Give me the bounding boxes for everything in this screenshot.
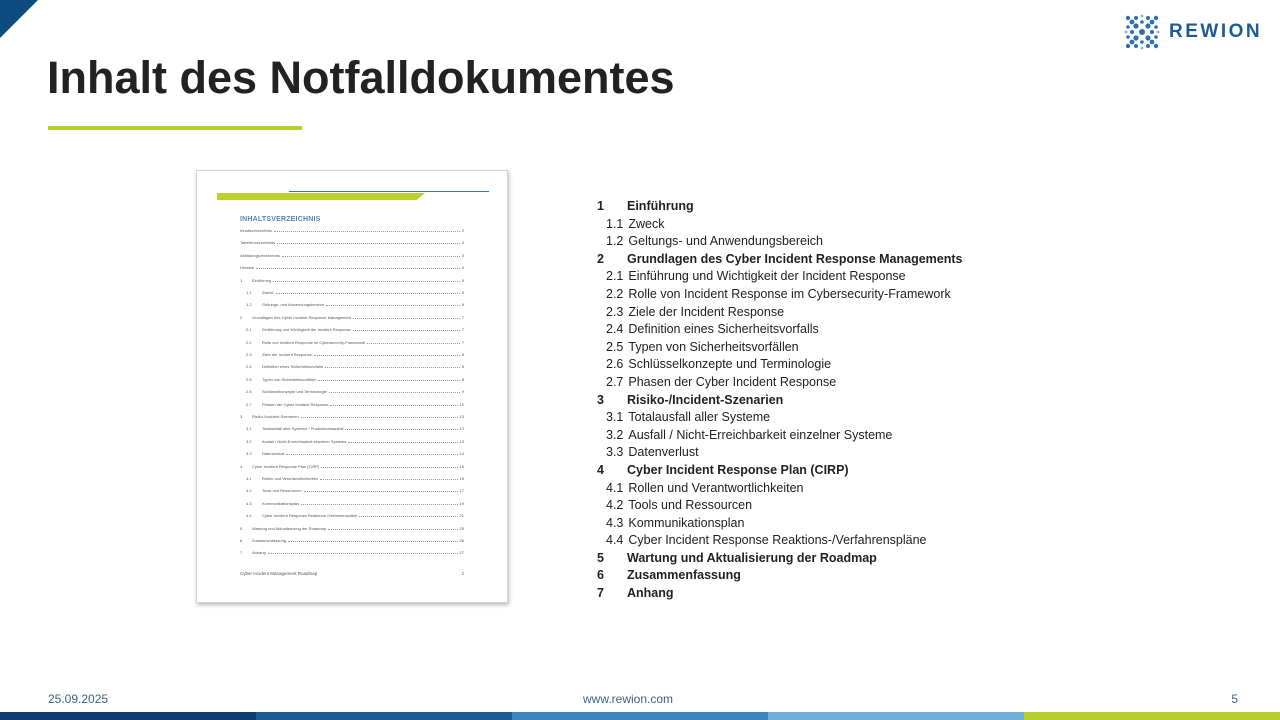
toc-number: 2.6 [606, 357, 624, 372]
doc-header-line [289, 191, 489, 192]
doc-toc-entry-number: 3.3 [246, 451, 252, 457]
toc-text: Zusammenfassung [627, 568, 741, 583]
toc-section [597, 374, 963, 392]
doc-toc-leader [276, 293, 460, 294]
doc-toc-entry [240, 525, 464, 531]
toc-text: Rolle von Incident Response im Cybersecurity-Framework [628, 286, 951, 301]
doc-footer [240, 571, 464, 576]
doc-toc-entry-page: 8 [461, 376, 464, 382]
toc-text: Tools und Ressourcen [628, 498, 753, 513]
toc-text: Wartung und Aktualisierung der Roadmap [627, 550, 877, 565]
doc-toc-entry [240, 401, 464, 407]
doc-toc-entry-title: Zweck [262, 290, 274, 295]
bottom-color-bar [0, 712, 1280, 720]
toc-number: 3 [597, 392, 604, 407]
toc-chapter [597, 392, 963, 410]
doc-toc-entry-page: 6 [461, 302, 464, 308]
doc-toc-entry-page: 21 [459, 513, 464, 519]
doc-toc-entry [240, 438, 464, 444]
doc-toc-leader [286, 454, 457, 455]
doc-footer-title: Cyber Incident Management Roadmap [240, 571, 318, 576]
doc-toc-entry-page: 13 [459, 414, 464, 419]
document-thumbnail [196, 170, 508, 603]
doc-toc-entry-number: 3.1 [246, 426, 252, 432]
doc-toc-leader [348, 442, 457, 443]
footer-url[interactable]: www.rewion.com [582, 692, 674, 706]
toc-section [597, 216, 963, 234]
doc-footer-page: 2 [461, 571, 464, 576]
doc-toc-entry-page: 26 [459, 538, 464, 543]
toc-section [597, 409, 963, 427]
doc-toc-leader [320, 479, 458, 480]
doc-toc-entry-page: 8 [461, 352, 464, 357]
toc-section [597, 286, 963, 304]
toc-text: Schlüsselkonzepte und Terminologie [628, 357, 832, 372]
doc-toc-leader [328, 529, 457, 530]
toc-number: 5 [597, 550, 604, 565]
doc-toc-entry-number: 1 [240, 277, 243, 283]
doc-toc-entry-page: 13 [459, 438, 464, 444]
doc-toc-entry-number: 4 [240, 463, 243, 469]
doc-toc-entry-number: 2.3 [246, 352, 252, 357]
doc-toc-entry-page: 3 [461, 240, 464, 246]
toc-section [597, 233, 963, 251]
doc-toc-entry-number: 2 [240, 314, 243, 320]
toc-number: 1.1 [606, 216, 624, 231]
doc-header-bar [217, 193, 425, 200]
doc-toc-entry-page: 15 [459, 463, 464, 469]
doc-toc-entry-title: Kommunikationsplan [262, 500, 300, 506]
toc-number: 4.3 [606, 515, 624, 530]
doc-toc-entry-number: 5 [240, 525, 243, 531]
doc-toc-leader [353, 318, 460, 319]
doc-toc-entry-title: Einführung [252, 277, 272, 283]
doc-toc-entry-title: Definition eines Sicherheitsvorfalls [262, 364, 323, 370]
toc-section [597, 444, 963, 462]
toc-section [597, 480, 963, 498]
doc-toc-entry-title: Geltungs- und Anwendungsbereich [262, 302, 325, 308]
doc-toc-entry [240, 413, 464, 419]
toc-text: Risiko-/Incident-Szenarien [627, 392, 784, 407]
doc-toc-leader [367, 343, 460, 344]
toc-section [597, 339, 963, 357]
doc-toc-leader [314, 355, 460, 356]
doc-toc-entry-number: 6 [240, 538, 243, 543]
toc-text: Kommunikationsplan [628, 515, 745, 530]
doc-toc-entry-number: 7 [240, 550, 243, 556]
doc-toc-entry-number: 2.2 [246, 339, 252, 345]
toc-text: Einführung und Wichtigkeit der Incident Response [628, 269, 906, 284]
doc-toc-entry-title: Ziele der Incident Response [262, 352, 312, 357]
doc-toc-leader [318, 380, 459, 381]
doc-toc-entry [240, 549, 464, 555]
doc-toc-entry-title: Zusammenfassung [252, 538, 287, 543]
doc-toc-entry-page: 14 [459, 451, 464, 457]
doc-toc-leader [359, 516, 457, 517]
doc-toc-leader [256, 268, 460, 269]
corner-accent [0, 0, 38, 38]
doc-toc-leader [326, 305, 460, 306]
doc-toc-entry-number: 2.4 [246, 364, 252, 370]
toc-text: Typen von Sicherheitsvorfällen [628, 339, 799, 354]
toc-number: 1.2 [606, 234, 624, 249]
doc-toc-entry [240, 339, 464, 345]
doc-toc-entry-page: 13 [459, 426, 464, 432]
doc-toc-entry-page: 3 [461, 252, 464, 258]
doc-toc-entry-title: Ausfall / Nicht-Erreichbarkeit einzelner Systeme [262, 438, 347, 444]
doc-toc-entry [240, 388, 464, 394]
toc-number: 4.1 [606, 480, 624, 495]
toc-text: Ausfall / Nicht-Erreichbarkeit einzelner Systeme [628, 427, 893, 442]
toc-chapter [597, 462, 963, 480]
doc-toc-leader [301, 504, 457, 505]
doc-toc-entry-title: Rollen und Verantwortlichkeiten [262, 476, 319, 481]
toc-number: 6 [597, 568, 604, 583]
doc-toc-entry-title: Datenverlust [262, 451, 285, 457]
title-underline [48, 126, 302, 130]
toc-number: 3.1 [606, 410, 624, 425]
doc-toc-entry-title: Tabellenverzeichnis [240, 240, 275, 246]
doc-toc-entry-page: 7 [461, 339, 464, 345]
doc-toc-entry-page: 19 [459, 500, 464, 506]
doc-toc-entry-number: 2.5 [246, 376, 252, 382]
doc-toc-entry-title: Einführung und Wichtigkeit der Incident Response [262, 327, 351, 333]
doc-toc-entry-title: Cyber Incident Response Plan (CIRP) [252, 463, 320, 469]
doc-toc-entry [240, 289, 464, 295]
toc-number: 2.1 [606, 269, 624, 284]
doc-toc-entry-page: 25 [459, 525, 464, 531]
doc-toc-entry-number: 4.2 [246, 488, 252, 494]
toc-number: 2.4 [606, 322, 624, 337]
footer-page-number: 5 [1231, 692, 1238, 706]
doc-toc-entry-page: 17 [459, 488, 464, 494]
doc-toc-entry-page: 15 [459, 476, 464, 481]
doc-toc-entry-title: Hinweis [240, 265, 255, 271]
doc-toc-entry-title: Phasen der Cyber Incident Response [262, 401, 329, 407]
toc-number: 1 [597, 199, 604, 213]
toc-text: Phasen der Cyber Incident Response [628, 374, 837, 389]
doc-toc-entry-page: 2 [461, 228, 464, 233]
logo-text: REWION [1169, 21, 1263, 42]
toc-text: Ziele der Incident Response [628, 304, 785, 319]
toc-text: Anhang [627, 586, 674, 601]
bottom-bar-segment [256, 712, 512, 720]
doc-toc-entry-title: Inhaltsverzeichnis [240, 228, 272, 233]
doc-toc-entry [240, 450, 464, 456]
doc-toc-entry [240, 264, 464, 270]
doc-toc-entry-page: 8 [461, 364, 464, 370]
brand-logo [1124, 14, 1262, 50]
doc-toc-entry [240, 500, 464, 506]
doc-toc-entry [240, 314, 464, 320]
toc-number: 4.2 [606, 498, 624, 513]
doc-toc-entry-title: Typen von Sicherheitsvorfällen [262, 376, 317, 382]
toc-number: 2.3 [606, 304, 624, 319]
toc-number: 4.4 [606, 533, 624, 548]
toc-text: Geltungs- und Anwendungsbereich [628, 234, 823, 249]
toc-number: 2.2 [606, 286, 624, 301]
doc-toc-entry-number: 1.1 [246, 290, 252, 295]
toc-chapter [597, 585, 963, 603]
doc-toc-entry [240, 363, 464, 369]
toc-number: 2.7 [606, 374, 624, 389]
doc-toc-heading: INHALTSVERZEICHNIS [240, 216, 321, 223]
doc-toc-entry [240, 487, 464, 493]
doc-toc-entry-page: 27 [459, 550, 464, 556]
doc-toc-entry-title: Cyber Incident Response Reaktions-/Verfahrenspläne [262, 513, 358, 519]
toc-outline [597, 198, 963, 603]
toc-section [597, 304, 963, 322]
doc-toc-entry [240, 252, 464, 258]
toc-number: 2.5 [606, 339, 624, 354]
toc-text: Cyber Incident Response Reaktions-/Verfahrenspläne [628, 533, 927, 548]
doc-toc-leader [277, 243, 460, 244]
toc-section [597, 427, 963, 445]
toc-chapter [597, 251, 963, 269]
footer-date: 25.09.2025 [48, 692, 109, 706]
doc-toc-entry [240, 512, 464, 518]
toc-number: 3.2 [606, 427, 624, 442]
toc-chapter [597, 567, 963, 585]
doc-toc-entry-number: 3.2 [246, 438, 252, 444]
doc-toc-entry-number: 2.7 [246, 401, 252, 407]
bottom-bar-segment [512, 712, 768, 720]
doc-toc-entry [240, 227, 464, 233]
toc-text: Einführung [627, 199, 694, 213]
doc-toc-leader [282, 256, 460, 257]
doc-toc-leader [274, 231, 460, 232]
doc-toc-entry-title: Totalausfall aller Systeme / Produktionsausfall [262, 426, 344, 432]
rewion-dots-logo-icon [1124, 14, 1160, 50]
doc-toc-entry [240, 239, 464, 245]
toc-number: 2 [597, 251, 604, 266]
toc-number: 3.3 [606, 445, 624, 460]
toc-section [597, 356, 963, 374]
doc-toc-leader [268, 553, 458, 554]
doc-toc-leader [353, 330, 460, 331]
doc-toc-entry-title: Anhang [252, 550, 266, 556]
doc-toc-entry-number: 3 [240, 414, 243, 419]
doc-toc-entry-title: Wartung und Aktualisierung der Roadmap [252, 525, 327, 531]
doc-toc-entry [240, 475, 464, 481]
doc-toc-entry [240, 351, 464, 357]
doc-toc-entry [240, 326, 464, 332]
doc-toc-leader [325, 367, 460, 368]
bottom-bar-segment [768, 712, 1024, 720]
doc-toc-entry-title: Grundlagen des Cyber Incident Response Management [252, 314, 351, 320]
doc-toc-leader [321, 467, 457, 468]
toc-section [597, 515, 963, 533]
doc-toc-entry-title: Rolle von Incident Response im Cybersecurity-Framework [262, 339, 366, 345]
doc-toc-entry-page: 5 [461, 277, 464, 283]
doc-toc-entry-number: 2.6 [246, 389, 252, 395]
doc-toc-entry [240, 425, 464, 431]
doc-toc-entry-page: 5 [461, 290, 464, 295]
doc-toc-entry [240, 537, 464, 543]
doc-toc-leader [329, 392, 460, 393]
doc-toc-entry-number: 4.4 [246, 513, 252, 519]
doc-toc-entry [240, 376, 464, 382]
toc-number: 7 [597, 586, 604, 601]
doc-toc-leader [273, 281, 459, 282]
doc-toc-entry-number: 2.1 [246, 327, 252, 333]
doc-toc-entry-number: 4.1 [246, 476, 252, 481]
bottom-bar-segment [1024, 712, 1280, 720]
doc-toc-entry-page: 7 [461, 327, 464, 333]
doc-toc-entry-title: Abbildungsverzeichnis [240, 252, 280, 258]
toc-text: Zweck [628, 216, 665, 231]
doc-toc-leader [301, 417, 458, 418]
doc-toc-entry-number: 4.3 [246, 500, 252, 506]
doc-toc-entry-title: Schlüsselkonzepte und Terminologie [262, 389, 327, 395]
doc-toc-leader [304, 491, 458, 492]
slide-title: Inhalt des Notfalldokumentes [47, 52, 675, 103]
toc-section [597, 268, 963, 286]
toc-number: 4 [597, 462, 604, 477]
toc-text: Rollen und Verantwortlichkeiten [628, 480, 804, 495]
toc-text: Cyber Incident Response Plan (CIRP) [627, 462, 849, 477]
doc-toc-entry-page: 7 [461, 314, 464, 320]
doc-toc-entry-page: 9 [461, 389, 464, 395]
toc-text: Datenverlust [628, 445, 699, 460]
toc-text: Totalausfall aller Systeme [628, 410, 771, 425]
doc-toc-entry-title: Risiko-/Incident-Szenarien [252, 414, 299, 419]
doc-toc-entry-page: 4 [461, 265, 464, 271]
doc-toc-leader [288, 541, 458, 542]
doc-toc-entry-number: 1.2 [246, 302, 252, 308]
bottom-bar-segment [0, 712, 256, 720]
doc-toc-entry [240, 301, 464, 307]
toc-text: Definition eines Sicherheitsvorfalls [628, 322, 819, 337]
toc-section [597, 321, 963, 339]
toc-section [597, 532, 963, 550]
toc-text: Grundlagen des Cyber Incident Response Managements [627, 251, 963, 266]
doc-toc-entry [240, 463, 464, 469]
toc-section [597, 497, 963, 515]
doc-toc-leader [330, 405, 457, 406]
toc-chapter [597, 550, 963, 568]
toc-chapter [597, 198, 963, 216]
doc-toc-entry-page: 10 [459, 401, 464, 407]
doc-toc-leader [345, 429, 457, 430]
doc-toc-entry [240, 277, 464, 283]
doc-toc-entry-title: Tools und Ressourcen [262, 488, 302, 494]
